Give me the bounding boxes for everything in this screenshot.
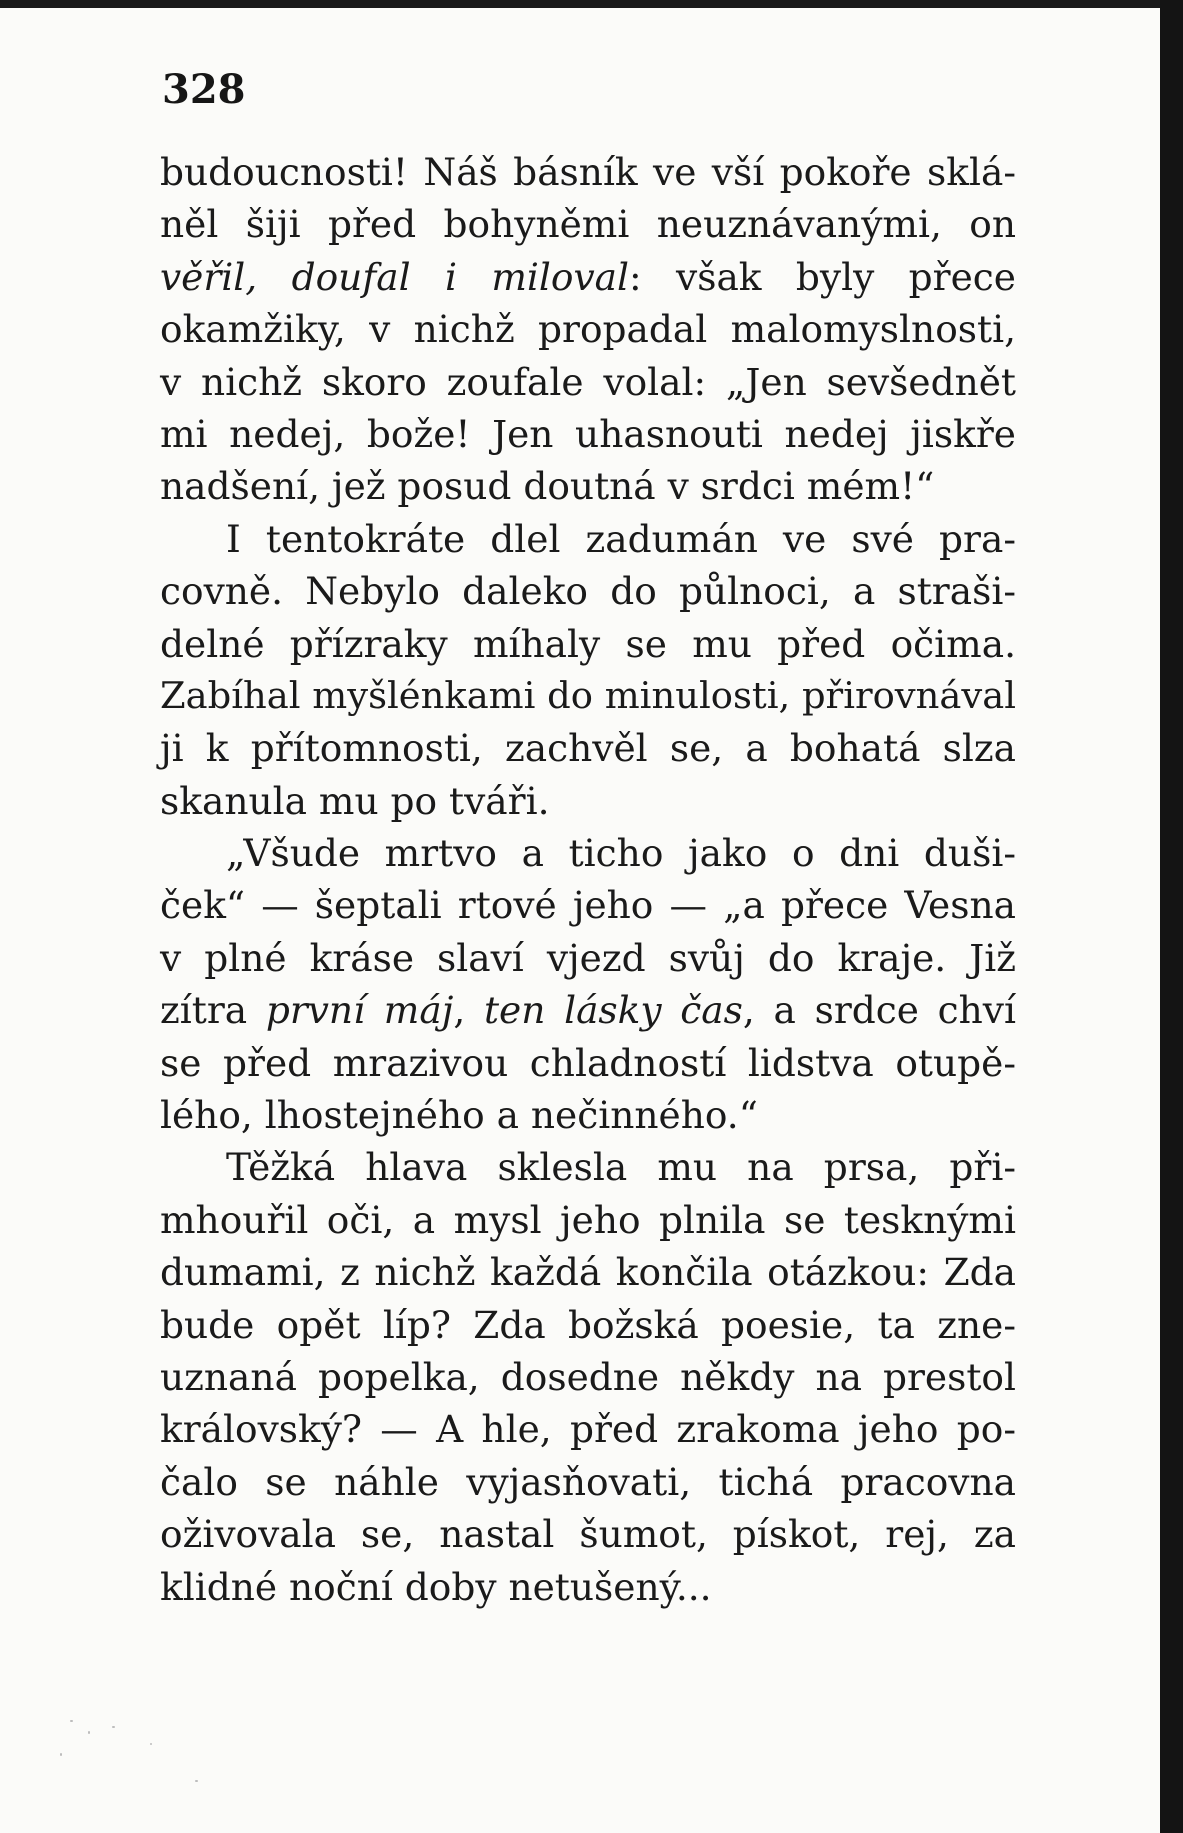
text-segment: v plné kráse slaví vjezd svůj do kraje. Již [160,935,1016,980]
scan-speck [112,1726,115,1728]
page-number: 328 [162,66,246,113]
text-line [160,1141,1016,1193]
text-line [160,356,1016,408]
text-segment: „Všude mrtvo a ticho jako o dni duši- [226,831,1016,876]
text-segment: delné přízraky míhaly se mu před očima. [160,621,1016,666]
text-line [160,198,1016,250]
text-segment: Těžká hlava sklesla mu na prsa, při- [226,1145,1016,1190]
scan-speck [195,1780,198,1782]
text-line [160,251,1016,303]
text-segment: : však byly přece [629,254,1016,299]
text-line [160,1037,1016,1089]
text-line [160,618,1016,670]
scan-speck [70,1720,73,1722]
text-segment: , a srdce chví [742,988,1016,1033]
text-line [160,1403,1016,1455]
text-segment: nadšení, jež posud doutná v srdci mém!“ [160,464,935,509]
text-segment: mhouřil oči, a mysl jeho plnila se tesknými [160,1197,1016,1242]
text-line [160,722,1016,774]
text-segment: , [453,988,484,1033]
text-line [160,827,1016,879]
text-segment: bude opět líp? Zda božská poesie, ta zne- [160,1302,1016,1347]
text-line [160,1456,1016,1508]
text-segment: skanula mu po tváři. [160,778,550,823]
scan-right-edge [1160,0,1183,1833]
text-line [160,565,1016,617]
text-line [160,1246,1016,1298]
text-segment: okamžiky, v nichž propadal malomyslnosti, [160,307,1016,352]
text-segment: I tentokráte dlel zadumán ve své pra- [226,516,1016,561]
text-segment: dumami, z nichž každá končila otázkou: Zda [160,1250,1016,1295]
book-page [0,8,1160,1833]
scan-speck [60,1753,62,1756]
text-segment: mi nedej, bože! Jen uhasnouti nedej jiskře [160,411,1016,456]
text-line [160,670,1016,722]
text-segment: Zabíhal myšlénkami do minulosti, přirovnával [160,673,1016,717]
text-segment: covně. Nebylo daleko do půlnoci, a straši- [160,569,1016,614]
text-segment: ček“ — šeptali rtové jeho — „a přece Vesna [160,883,1016,928]
text-segment: čalo se náhle vyjasňovati, tichá pracovna [160,1459,1016,1504]
text-segment: lého, lhostejného a nečinného.“ [160,1093,758,1138]
text-segment: ji k přítomnosti, zachvěl se, a bohatá slza [160,726,1016,771]
text-segment: budoucnosti! Náš básník ve vší pokoře sklá- [160,150,1016,194]
text-segment: klidné noční doby netušený... [160,1564,712,1609]
text-segment: něl šiji před bohyněmi neuznávanými, on [160,202,1016,247]
text-segment: v nichž skoro zoufale volal: „Jen sevšednět [160,359,1016,404]
text-line [160,513,1016,565]
scan-speck [88,1731,90,1734]
italic-text: věřil, doufal i miloval [160,254,629,299]
text-line [160,1351,1016,1403]
text-segment: zítra [160,988,266,1033]
text-line [160,1194,1016,1246]
page-body-text [160,146,1016,1613]
text-line [160,932,1016,984]
text-line [160,879,1016,931]
text-line [160,460,1016,512]
text-line [160,775,1016,827]
italic-text: ten lásky čas [483,988,743,1033]
text-line [160,984,1016,1036]
text-segment: uznaná popelka, dosedne někdy na prestol [160,1354,1016,1399]
text-line [160,1089,1016,1141]
text-segment: oživovala se, nastal šumot, pískot, rej, za [160,1512,1016,1557]
text-line [160,303,1016,355]
text-line [160,1299,1016,1351]
text-line [160,146,1016,198]
italic-text: první máj [265,988,454,1033]
scan-top-edge [0,0,1183,8]
text-segment: se před mrazivou chladností lidstva otupě- [160,1040,1016,1085]
scan-speck [150,1743,152,1745]
text-segment: královský? — A hle, před zrakoma jeho po- [160,1407,1016,1452]
text-line [160,1508,1016,1560]
text-line [160,1561,1016,1613]
text-line [160,408,1016,460]
